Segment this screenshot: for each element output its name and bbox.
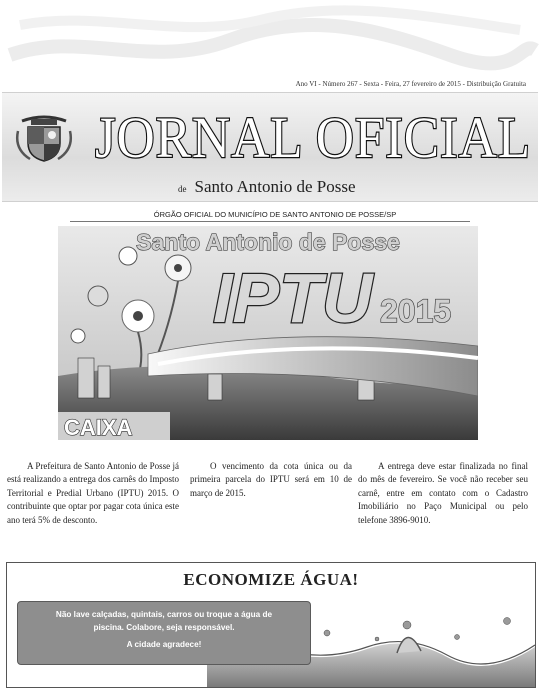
banner-year: 2015 — [380, 293, 452, 329]
water-saving-ad — [6, 562, 536, 688]
article-paragraph: A entrega deve estar finalizada no final do mês de fevereiro. Se você não receber seu carnê, entre em contato com o Cadastro Imobiliário no Paço Municipal ou pelo telefone 3896-9010. — [358, 461, 528, 525]
article-column-1 — [7, 460, 179, 527]
banner-city: Santo Antonio de Posse — [136, 229, 400, 255]
article-paragraph: O vencimento da cota única ou da primeira parcela do IPTU será em 10 de março de 2015. — [190, 461, 352, 498]
water-ad-line: Não lave calçadas, quintais, carros ou troque a água de — [55, 610, 273, 619]
header-decoration — [0, 0, 540, 80]
masthead — [2, 92, 538, 202]
newspaper-title — [90, 99, 536, 169]
water-ad-title: ECONOMIZE ÁGUA! — [183, 570, 359, 589]
masthead-subtitle — [178, 177, 356, 197]
article-paragraph: A Prefeitura de Santo Antonio de Posse já está realizando a entrega dos carnês do Imposto Territorial e Predial Urbano (IPTU) 2015. O contribuinte que optar por pagar cota única este ano terá 5% de desconto. — [7, 461, 179, 525]
water-ad-line: piscina. Colabore, seja responsável. — [93, 623, 235, 632]
article-column-3 — [358, 460, 528, 527]
official-organ-line: ÓRGÃO OFICIAL DO MUNICÍPIO DE SANTO ANTONIO DE POSSE/SP — [153, 210, 397, 219]
iptu-banner — [58, 226, 478, 440]
water-ad-thanks: A cidade agradece! — [126, 640, 202, 649]
article-column-2 — [190, 460, 352, 500]
subtitle-de: de — [178, 184, 187, 194]
water-ad-message — [17, 601, 311, 665]
edition-line: Ano VI - Número 267 - Sexta - Feira, 27 fevereiro de 2015 - Distribuição Gratuita — [295, 80, 526, 88]
newspaper-title-text: JORNAL OFICIAL — [95, 105, 531, 169]
subtitle-city: Santo Antonio de Posse — [194, 177, 356, 196]
divider — [70, 221, 470, 222]
banner-tax: IPTU — [213, 259, 373, 337]
city-crest-icon — [14, 111, 74, 163]
bank-logo: CAIXA — [64, 415, 133, 440]
